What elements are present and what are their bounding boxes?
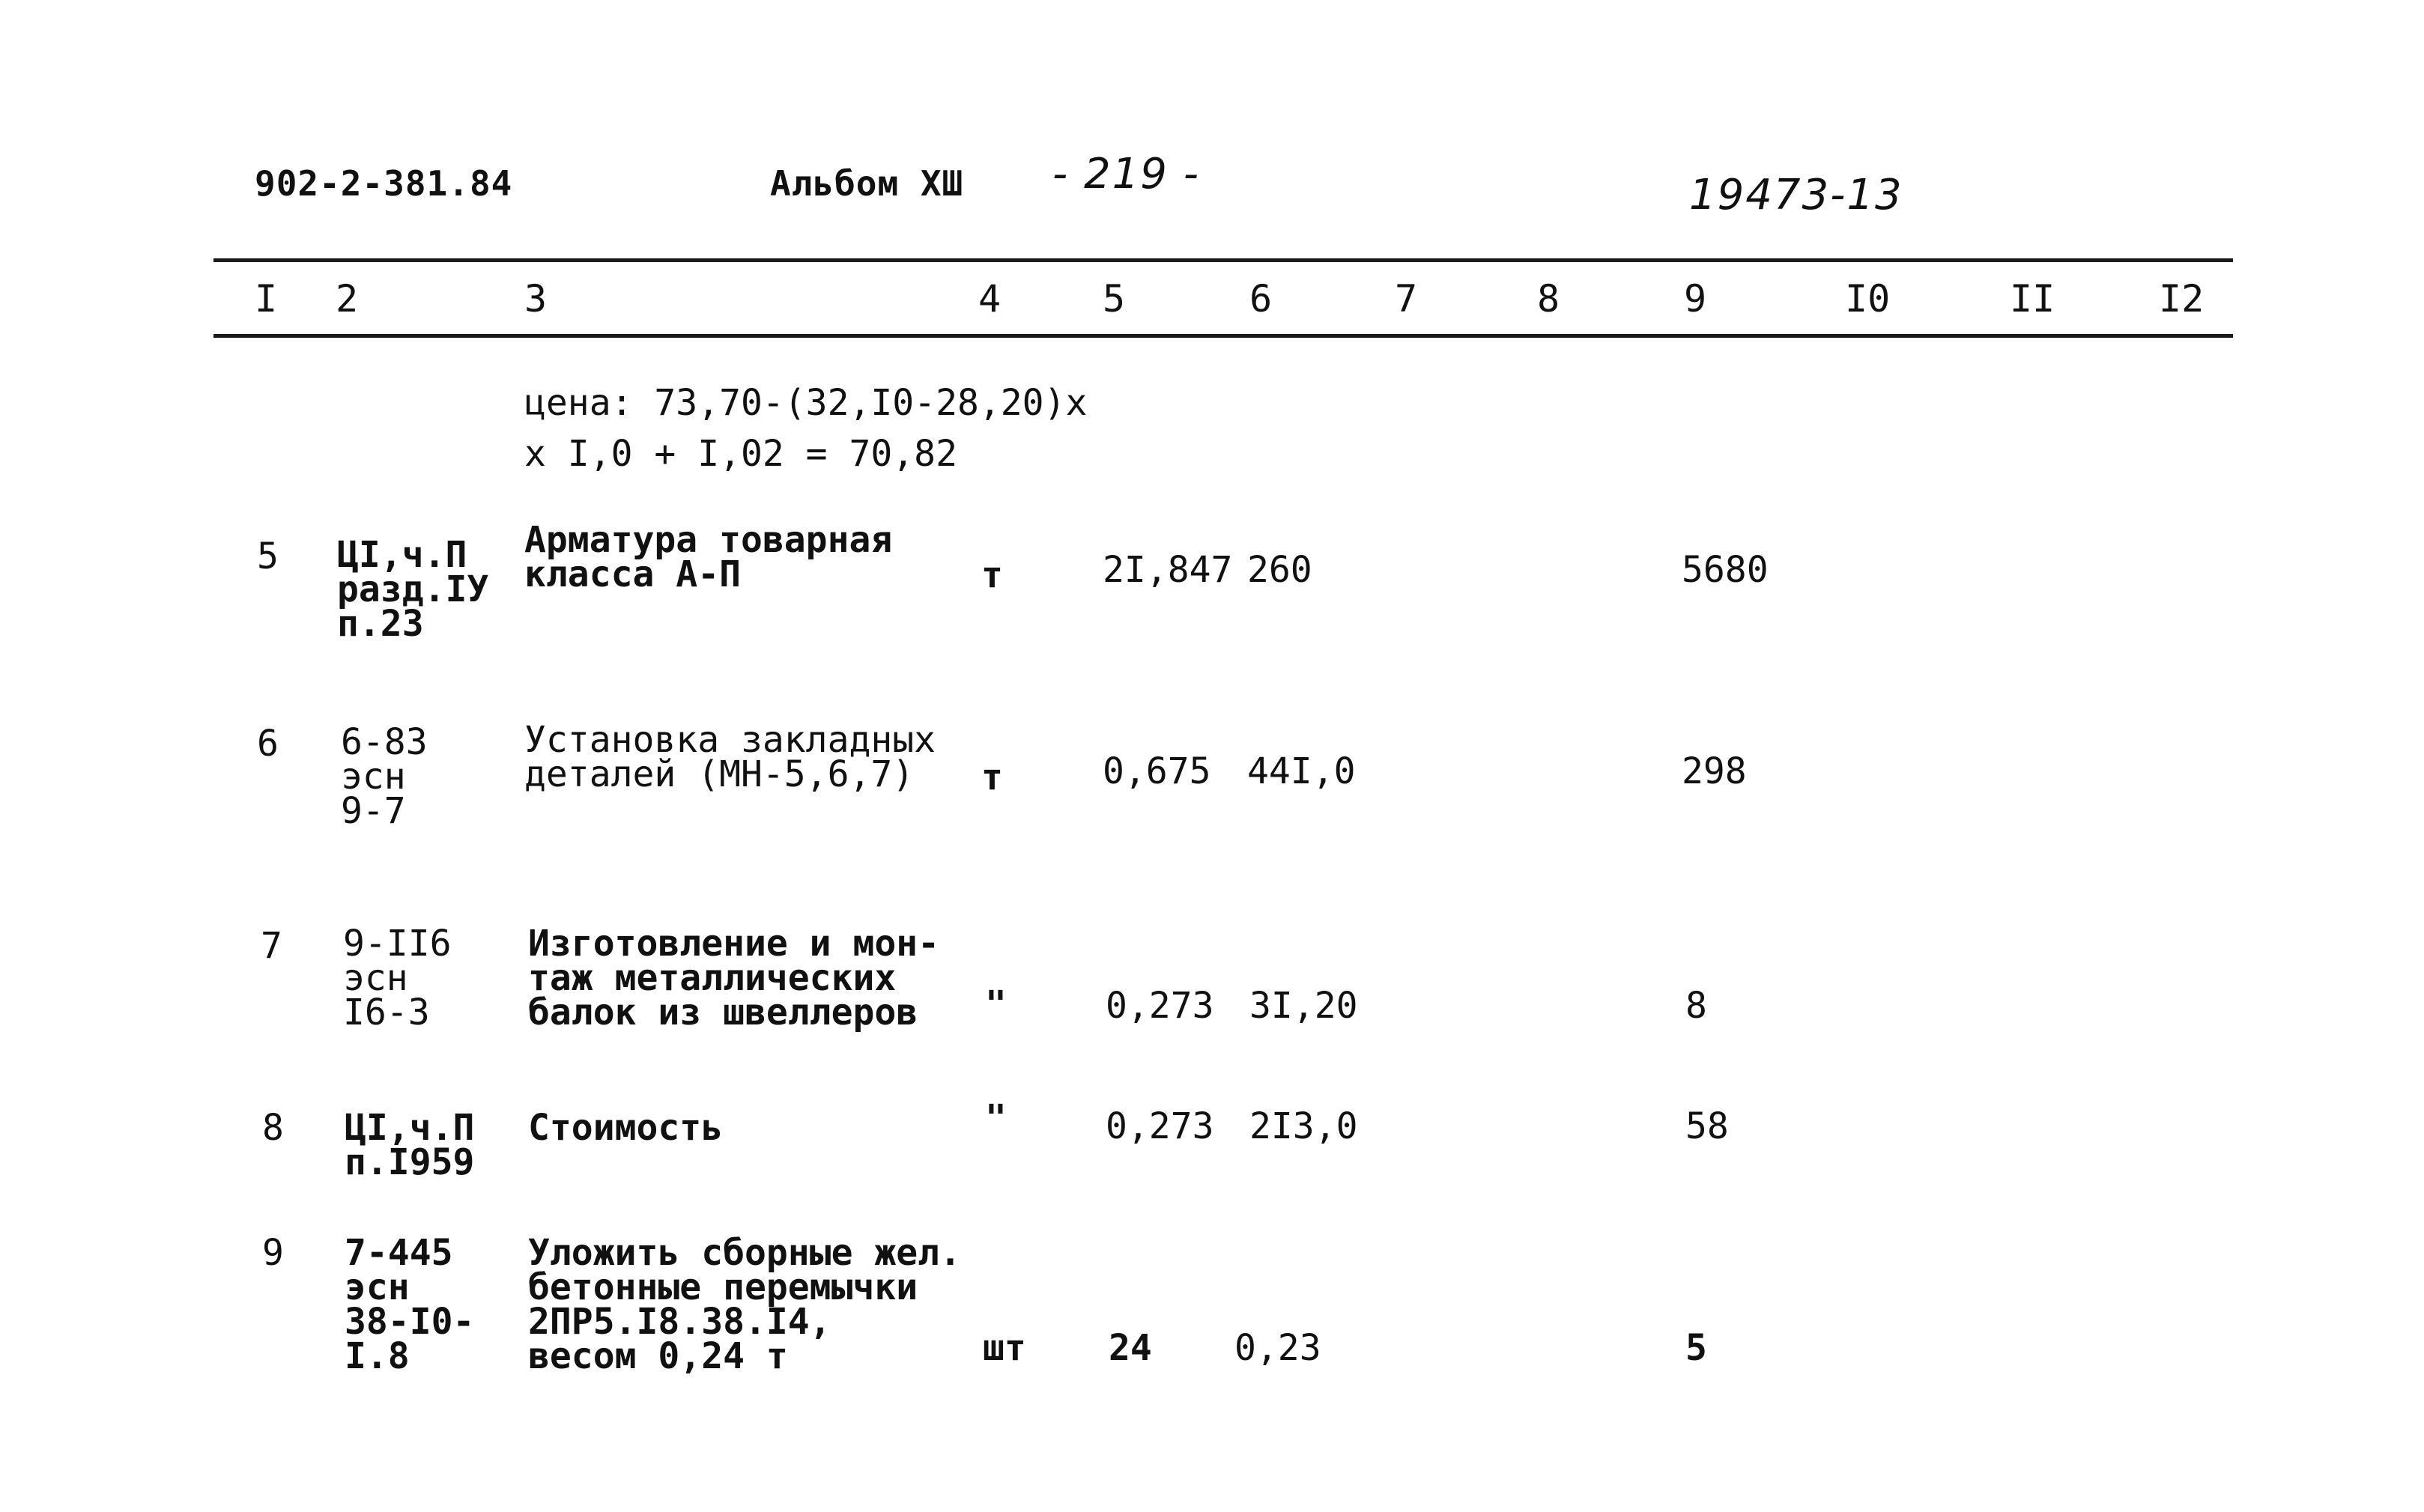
row-9-name: Уложить сборные жел. бетонные перемычки 2ПР5.I8.38.I4, весом 0,24 т — [528, 1232, 961, 1377]
row-6-number: 6 — [257, 723, 279, 765]
row-9-total: 5 — [1685, 1327, 1707, 1369]
table-top-rule — [213, 258, 2233, 262]
row-8-unit-price: 2I3,0 — [1249, 1105, 1358, 1147]
row-9-code: 7-445 эсн 38-I0- I.8 — [345, 1232, 475, 1377]
row-6-unit: т — [981, 756, 1003, 798]
album-title: Альбом XШ — [770, 163, 964, 204]
column-header-10: I0 — [1845, 277, 1891, 321]
row-5-name: Арматура товарная класса А-П — [524, 519, 893, 595]
table-header-bottom-rule — [213, 334, 2233, 338]
row-5-number: 5 — [257, 535, 279, 577]
document-code: 902-2-381.84 — [255, 163, 513, 204]
column-header-7: 7 — [1395, 277, 1418, 321]
column-header-12: I2 — [2159, 277, 2205, 321]
column-header-3: 3 — [524, 277, 548, 321]
row-8-name: Стоимость — [528, 1107, 724, 1149]
row-5-unit-price: 260 — [1247, 549, 1312, 591]
row-7-code: 9-II6 эсн I6-3 — [343, 923, 452, 1033]
row-5-unit: т — [981, 554, 1003, 596]
column-header-11: II — [2010, 277, 2055, 321]
row-5-code: ЦI,ч.П разд.IУ п.23 — [337, 534, 489, 645]
row-8-code: ЦI,ч.П п.I959 — [345, 1107, 475, 1183]
row-9-unit-price: 0,23 — [1234, 1327, 1321, 1369]
price-formula-line-2: x I,0 + I,02 = 70,82 — [524, 433, 957, 475]
row-5-quantity: 2I,847 — [1103, 549, 1233, 591]
row-9-quantity: 24 — [1109, 1327, 1152, 1369]
row-6-quantity: 0,675 — [1103, 750, 1211, 792]
row-7-number: 7 — [261, 925, 282, 967]
row-8-quantity: 0,273 — [1106, 1105, 1214, 1147]
row-8-total: 58 — [1685, 1105, 1729, 1147]
row-9-number: 9 — [262, 1232, 284, 1274]
row-7-quantity: 0,273 — [1106, 985, 1214, 1027]
column-header-5: 5 — [1103, 277, 1126, 321]
row-6-unit-price: 44I,0 — [1247, 750, 1356, 792]
row-7-unit-price: 3I,20 — [1249, 985, 1358, 1027]
handwritten-code: 19473-13 — [1689, 171, 1903, 219]
row-6-name: Установка закладных деталей (МН-5,6,7) — [524, 719, 936, 795]
row-8-unit: " — [985, 1097, 1007, 1139]
column-header-8: 8 — [1537, 277, 1560, 321]
row-7-name: Изготовление и мон- таж металлических балок из швеллеров — [528, 923, 940, 1033]
row-6-code: 6-83 эсн 9-7 — [341, 721, 428, 832]
row-7-total: 8 — [1685, 985, 1707, 1027]
row-5-total: 5680 — [1682, 549, 1769, 591]
row-8-number: 8 — [262, 1107, 284, 1149]
row-6-total: 298 — [1682, 750, 1747, 792]
page-number: - 219 - — [1052, 150, 1200, 198]
column-header-4: 4 — [978, 277, 1002, 321]
column-header-9: 9 — [1684, 277, 1707, 321]
row-9-unit: шт — [983, 1327, 1026, 1369]
column-header-1: I — [255, 277, 278, 321]
price-formula-line-1: цена: 73,70-(32,I0-28,20)x — [524, 382, 1088, 424]
column-header-6: 6 — [1249, 277, 1273, 321]
column-header-2: 2 — [336, 277, 359, 321]
row-7-unit: " — [985, 983, 1007, 1025]
